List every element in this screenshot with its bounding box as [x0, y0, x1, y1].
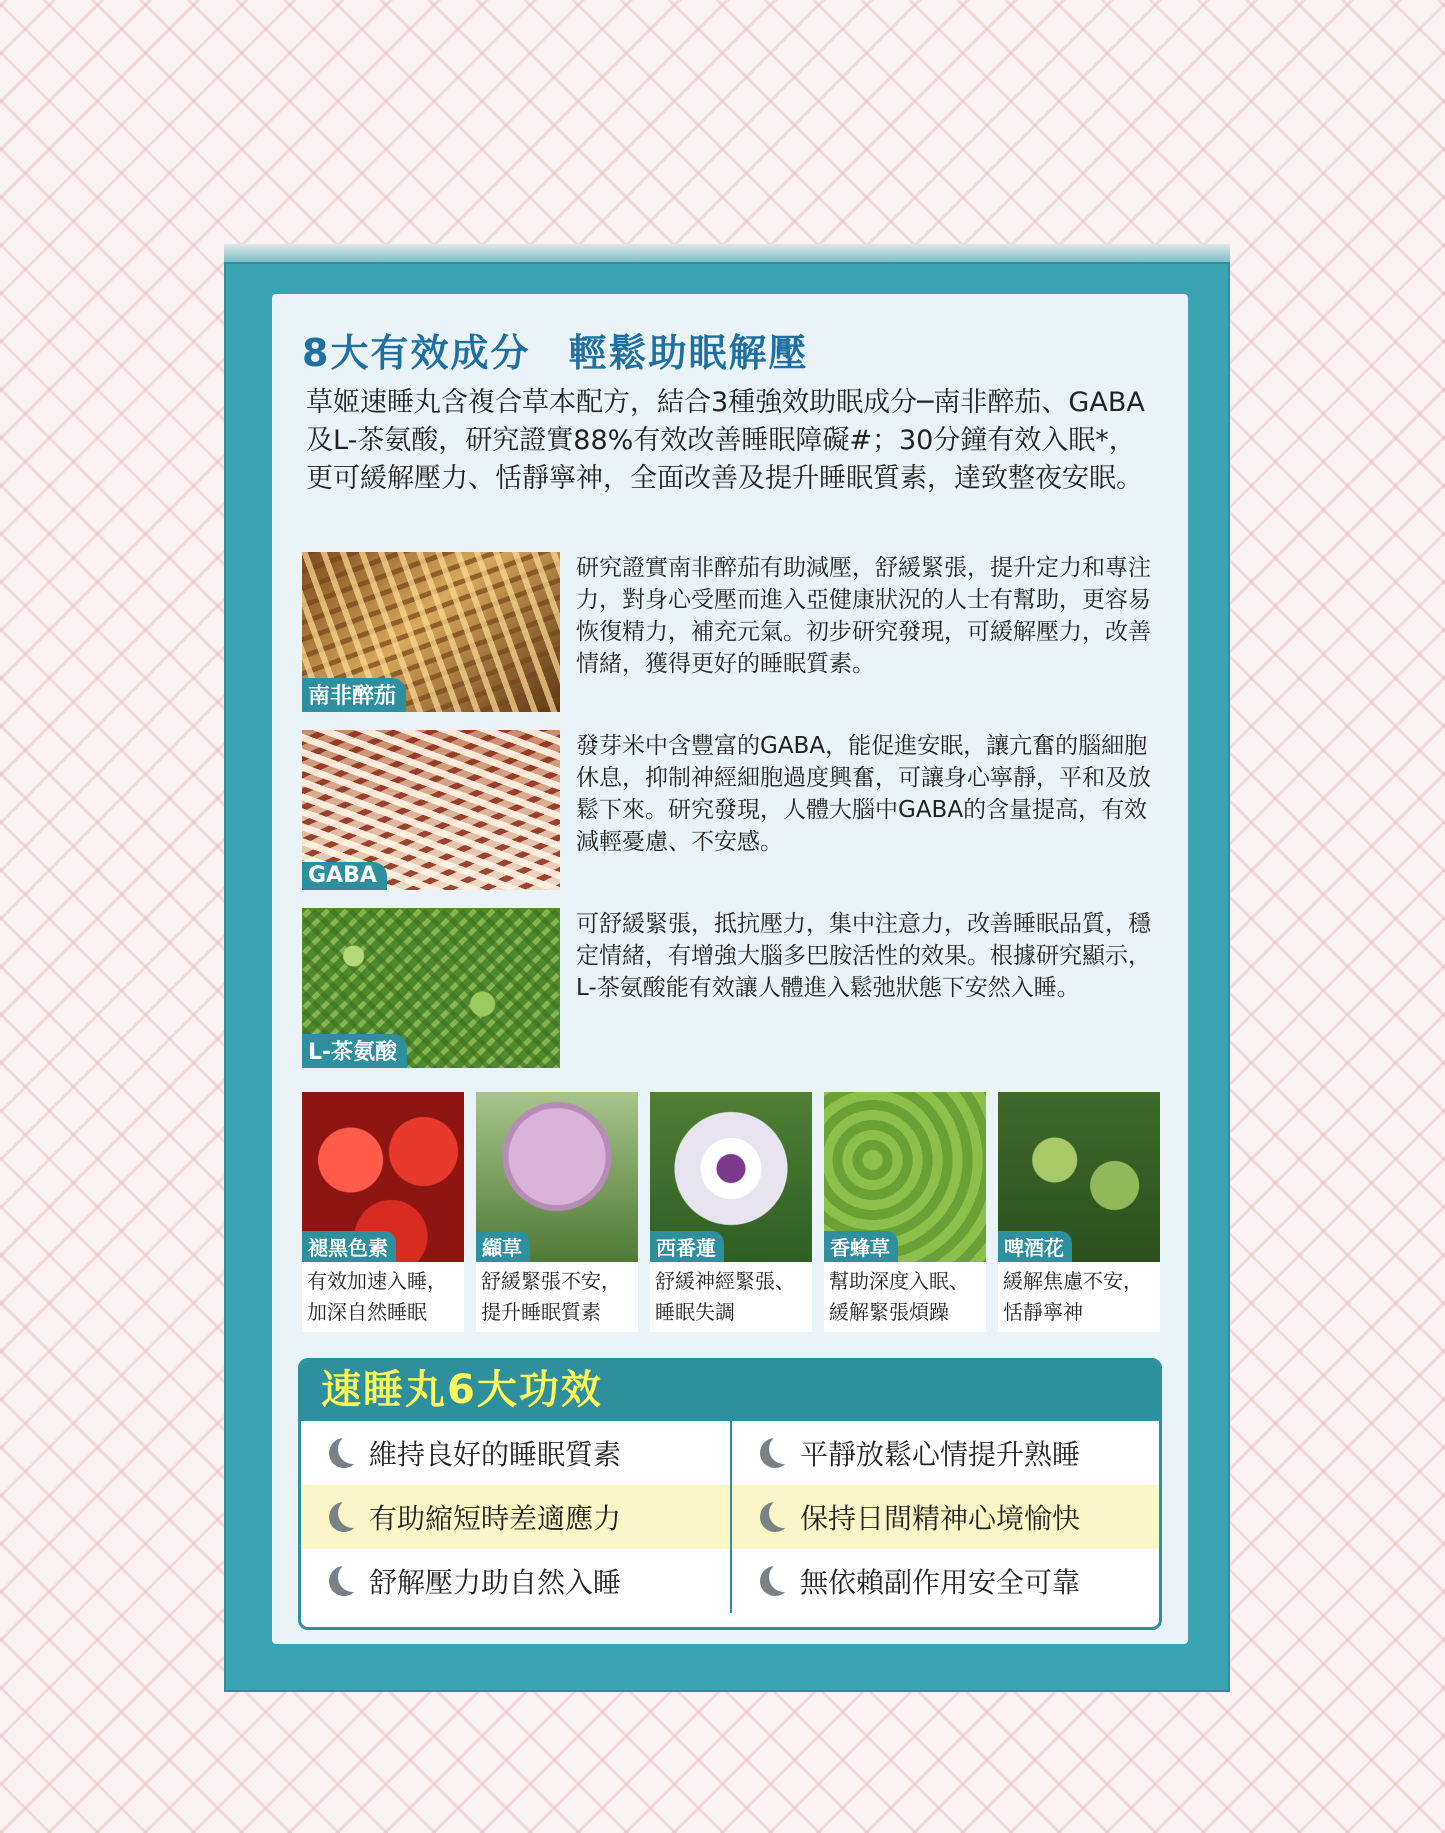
ingredient-label: L-茶氨酸	[302, 1034, 407, 1068]
effect-item: 保持日間精神心境愉快	[730, 1485, 1159, 1549]
ingredient-label: 南非醉茄	[302, 678, 406, 712]
effect-item: 有助縮短時差適應力	[301, 1485, 730, 1549]
moon-icon	[329, 1502, 359, 1532]
effects-row	[301, 1549, 1159, 1613]
valerian-flower-image	[476, 1092, 638, 1262]
herb-label: 西番蓮	[650, 1231, 724, 1262]
herb-description: 舒緩緊張不安， 提升睡眠質素	[481, 1269, 621, 1324]
herb-label: 香蜂草	[824, 1231, 898, 1262]
ingredient-description: 可舒緩緊張，抵抗壓力，集中注意力，改善睡眠品質，穩定情緒，有增強大腦多巴胺活性的效果。根據研究顯示，L-茶氨酸能有效讓人體進入鬆弛狀態下安然入睡。	[576, 911, 1151, 1001]
effect-item: 維持良好的睡眠質素	[301, 1421, 730, 1485]
effects-box	[298, 1358, 1162, 1630]
effects-row	[301, 1421, 1159, 1485]
effect-item: 平靜放鬆心情提升熟睡	[730, 1421, 1159, 1485]
effects-title: 速睡丸6大功效	[301, 1361, 1159, 1421]
tea-leaf-image	[302, 908, 560, 1068]
herb-description: 有效加速入睡， 加深自然睡眠	[307, 1269, 447, 1324]
effect-item: 舒解壓力助自然入睡	[301, 1549, 730, 1613]
ingredient-description: 研究證實南非醉茄有助減壓，舒緩緊張，提升定力和專注力，對身心受壓而進入亞健康狀況的人士有幫助，更容易恢復精力，補充元氣。初步研究發現，可緩解壓力，改善情緒，獲得更好的睡眠質素。	[576, 555, 1151, 677]
effects-row	[301, 1485, 1159, 1549]
lemon-balm-image	[824, 1092, 986, 1262]
herb-description: 幫助深度入眠、 緩解緊張煩躁	[829, 1269, 969, 1324]
moon-icon	[760, 1438, 790, 1468]
ingredient-description: 發芽米中含豐富的GABA，能促進安眠，讓亢奮的腦細胞休息，抑制神經細胞過度興奮，可讓身心寧靜，平和及放鬆下來。研究發現，人體大腦中GABA的含量提高，有效減輕憂慮、不安感。	[576, 733, 1151, 855]
hops-image	[998, 1092, 1160, 1262]
herb-description: 舒緩神經緊張、 睡眠失調	[655, 1269, 795, 1324]
ashwagandha-image	[302, 552, 560, 712]
intro-text: 草姬速睡丸含複合草本配方，結合3種強效助眠成分─南非醉茄、GABA及L-茶氨酸，研究證實88%有效改善睡眠障礙#；30分鐘有效入眠*，更可緩解壓力、恬靜寧神，全面改善及提升睡眠質素，達致整夜安眠。	[306, 387, 1145, 494]
headline-part1: 8大有效成分	[302, 331, 531, 375]
herb-label: 褪黑色素	[302, 1231, 396, 1262]
herb-label: 啤酒花	[998, 1231, 1072, 1262]
herb-card-hops	[998, 1092, 1160, 1332]
herb-card-passionflower	[650, 1092, 812, 1332]
herb-card-valerian	[476, 1092, 638, 1332]
herb-description: 緩解焦慮不安， 恬靜寧神	[1003, 1269, 1143, 1324]
moon-icon	[329, 1438, 359, 1468]
moon-icon	[760, 1502, 790, 1532]
herb-label: 纈草	[476, 1231, 530, 1262]
gaba-rice-image	[302, 730, 560, 890]
ingredient-label: GABA	[302, 862, 387, 890]
moon-icon	[329, 1566, 359, 1596]
headline	[302, 322, 846, 377]
herb-card-melatonin	[302, 1092, 464, 1332]
effect-item: 無依賴副作用安全可靠	[730, 1549, 1159, 1613]
passionflower-image	[650, 1092, 812, 1262]
headline-part2: 輕鬆助眠解壓	[568, 331, 809, 375]
herb-card-lemon-balm	[824, 1092, 986, 1332]
tomato-image	[302, 1092, 464, 1262]
moon-icon	[760, 1566, 790, 1596]
